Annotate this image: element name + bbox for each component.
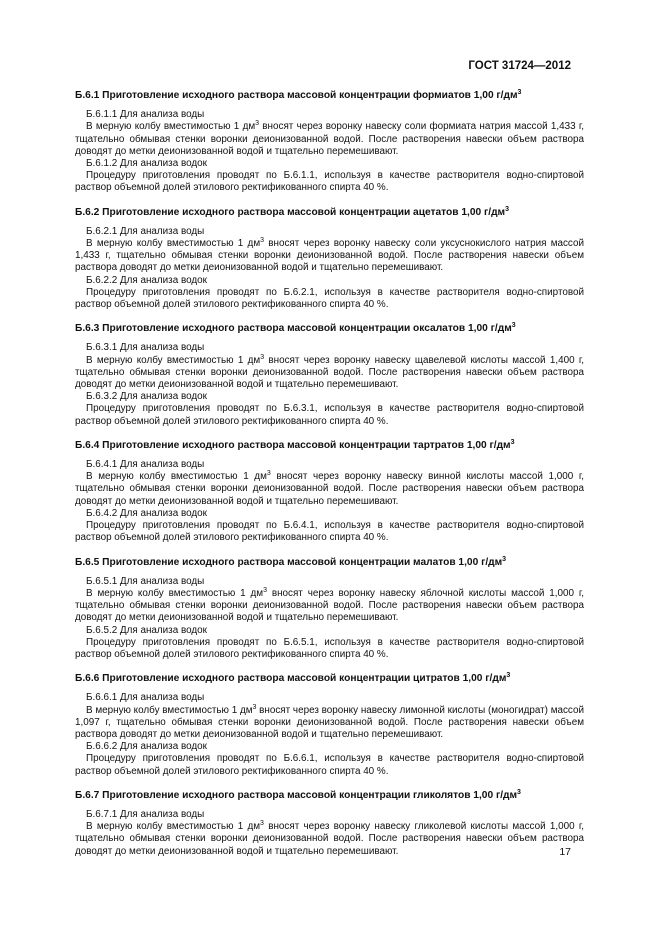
section-b-6-6 bbox=[75, 673, 584, 778]
section-b-6-4 bbox=[75, 440, 584, 545]
section-b-6-7 bbox=[75, 790, 584, 858]
procedure-paragraph: Процедуру приготовления проводят по Б.6.3.1, используя в качестве растворителя водно-спиртовой раствор объемной долей этилового ректификованного спирта 40 %. bbox=[75, 403, 584, 427]
section-b-6-3 bbox=[75, 323, 584, 428]
subsection-label: Б.6.4.2 Для анализа водок bbox=[86, 507, 207, 519]
section-title: Б.6.3 Приготовление исходного раствора массовой концентрации оксалатов 1,00 $г/дм^3$ bbox=[75, 322, 516, 335]
subsection-label: Б.6.6.2 Для анализа водок bbox=[86, 741, 207, 753]
section-title: Б.6.2 Приготовление исходного раствора массовой концентрации ацетатов 1,00 $г/дм^3$ bbox=[75, 205, 509, 218]
subsection-label: Б.6.7.1 Для анализа воды bbox=[86, 808, 205, 820]
subsection-label: Б.6.5.2 Для анализа водок bbox=[86, 624, 207, 636]
procedure-paragraph: Процедуру приготовления проводят по Б.6.1.1, используя в качестве растворителя водно-спиртовой раствор объемной долей этилового ректификованного спирта 40 %. bbox=[75, 170, 584, 194]
subsection-label: Б.6.1.2 Для анализа водок bbox=[86, 158, 207, 170]
section-title: Б.6.6 Приготовление исходного раствора массовой концентрации цитратов 1,00 $г/дм^3$ bbox=[75, 672, 511, 685]
subsection-label: Б.6.6.1 Для анализа воды bbox=[86, 692, 205, 704]
subsection-label: Б.6.1.1 Для анализа воды bbox=[86, 109, 205, 121]
procedure-paragraph: В мерную колбу вместимостью 1 $дм^3$ вносят через воронку навеску гликолевой кислоты массой 1,000 г, тщательно обмывая стенки воронки деионизованной водой. После растворения навески объем раствора доводят до метки деионизованной водой и тщательно перемешивают. bbox=[75, 820, 584, 857]
subsection-label: Б.6.2.2 Для анализа водок bbox=[86, 274, 207, 286]
procedure-paragraph: В мерную колбу вместимостью 1 $дм^3$ вносят через воронку навеску лимонной кислоты (моногидрат) массой 1,097 г, тщательно обмывая стенки воронки деионизованной водой. После растворения навески объем раствора доводят до метки деионизованной водой и тщательно перемешивают. bbox=[75, 703, 584, 740]
procedure-paragraph: В мерную колбу вместимостью 1 $дм^3$ вносят через воронку навеску яблочной кислоты массой 1,000 г, тщательно обмывая стенки воронки деионизованной водой. После растворения навески объем раствора доводят до метки деионизованной водой и тщательно перемешивают. bbox=[75, 586, 584, 624]
procedure-paragraph: Процедуру приготовления проводят по Б.6.4.1, используя в качестве растворителя водно-спиртовой раствор объемной долей этилового ректификованного спирта 40 %. bbox=[75, 520, 584, 544]
procedure-paragraph: В мерную колбу вместимостью 1 $дм^3$ вносят через воронку навеску щавелевой кислоты массой 1,400 г, тщательно обмывая стенки воронки деионизованной водой. После растворения навески объем раствора доводят до метки деионизованной водой и тщательно перемешивают. bbox=[75, 353, 585, 391]
subsection-label: Б.6.2.1 Для анализа воды bbox=[86, 225, 205, 237]
procedure-paragraph: В мерную колбу вместимостью 1 $дм^3$ вносят через воронку навеску соли уксуснокислого натрия массой 1,433 г, тщательно обмывая стенки воронки деионизованной водой. После растворения навески объем раствора доводят до метки деионизованной водой и тщательно перемешивают. bbox=[75, 237, 584, 274]
procedure-paragraph: Процедуру приготовления проводят по Б.6.6.1, используя в качестве растворителя водно-спиртовой раствор объемной долей этилового ректификованного спирта 40 %. bbox=[75, 753, 584, 777]
section-b-6-1 bbox=[75, 90, 584, 195]
section-title: Б.6.4 Приготовление исходного раствора массовой концентрации тартратов 1,00 $г/дм^3$ bbox=[75, 438, 515, 451]
section-title: Б.6.7 Приготовление исходного раствора массовой концентрации гликолятов 1,00 $г/дм^3$ bbox=[75, 788, 521, 801]
section-b-6-5 bbox=[75, 557, 584, 662]
subsection-label: Б.6.3.1 Для анализа воды bbox=[86, 342, 205, 354]
document-header: ГОСТ 31724—2012 bbox=[468, 60, 571, 72]
procedure-paragraph: В мерную колбу вместимостью 1 $дм^3$ вносят через воронку навеску соли формиата натрия массой 1,433 г, тщательно обмывая стенки воронки деионизованной водой. После растворения навески объем раствора доводят до метки деионизованной водой и тщательно перемешивают. bbox=[75, 120, 584, 157]
procedure-paragraph: В мерную колбу вместимостью 1 $дм^3$ вносят через воронку навеску винной кислоты массой 1,000 г, тщательно обмывая стенки воронки деионизованной водой. После растворения навески объем раствора доводят до метки деионизованной водой и тщательно перемешивают. bbox=[75, 470, 585, 507]
procedure-paragraph: Процедуру приготовления проводят по Б.6.5.1, используя в качестве растворителя водно-спиртовой раствор объемной долей этилового ректификованного спирта 40 %. bbox=[75, 636, 584, 660]
page-number: 17 bbox=[559, 846, 571, 858]
subsection-label: Б.6.3.2 Для анализа водок bbox=[86, 391, 207, 403]
section-b-6-2 bbox=[75, 207, 584, 312]
subsection-label: Б.6.5.1 Для анализа воды bbox=[86, 575, 205, 587]
section-title: Б.6.5 Приготовление исходного раствора массовой концентрации малатов 1,00 $г/дм^3$ bbox=[75, 555, 507, 568]
procedure-paragraph: Процедуру приготовления проводят по Б.6.2.1, используя в качестве растворителя водно-спиртовой раствор объемной долей этилового ректификованного спирта 40 %. bbox=[75, 286, 584, 311]
document-body bbox=[75, 90, 584, 870]
subsection-label: Б.6.4.1 Для анализа воды bbox=[86, 459, 205, 471]
section-title: Б.6.1 Приготовление исходного раствора массовой концентрации формиатов 1,00 $г/дм^3$ bbox=[75, 89, 522, 101]
